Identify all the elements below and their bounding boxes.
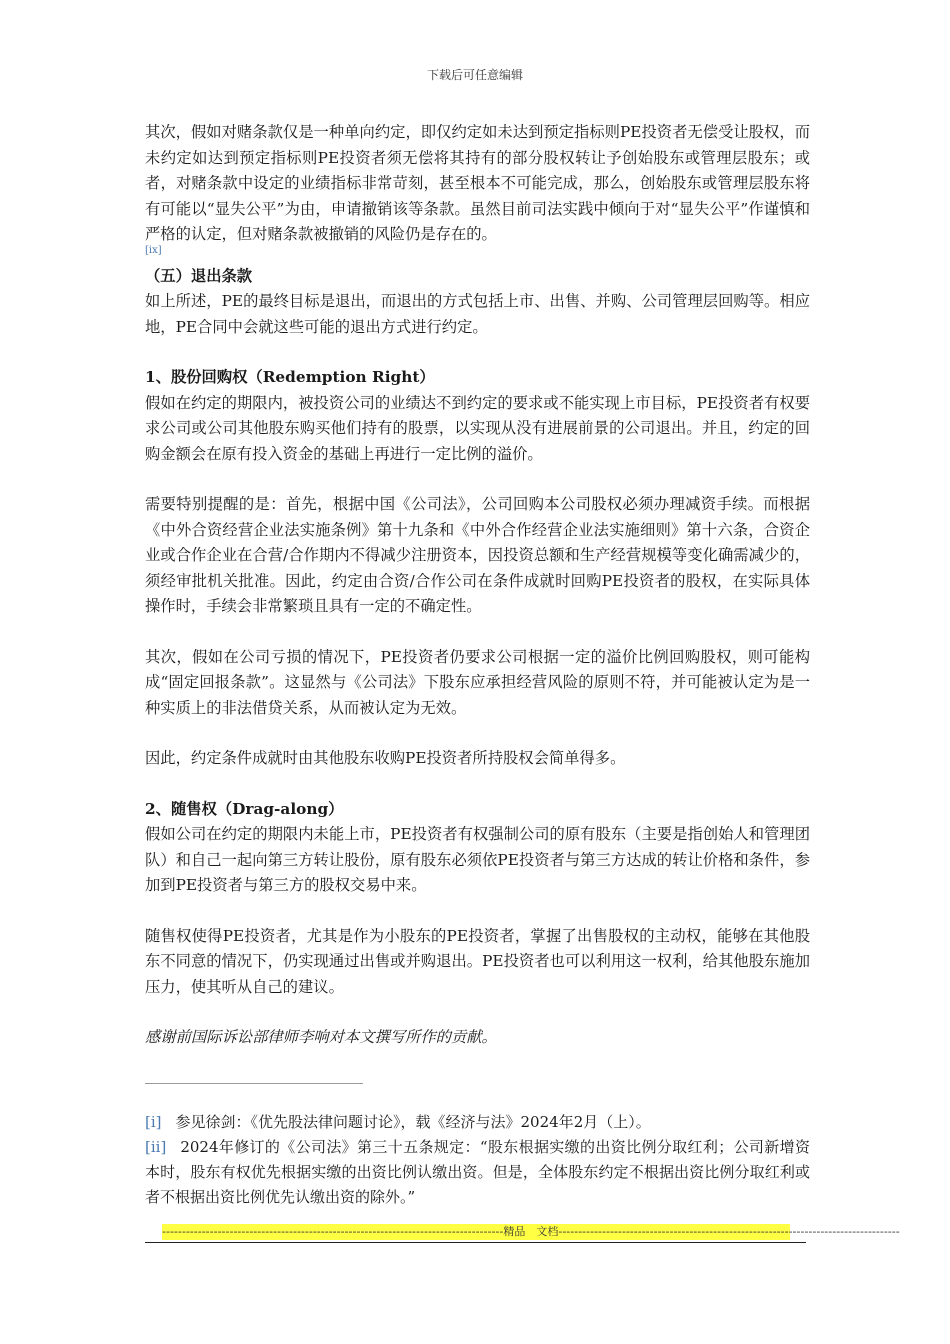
paragraph-exit-intro: 如上所述，PE的最终目标是退出，而退出的方式包括上市、出售、并购、公司管理层回购等。相应地，PE合同中会就这些可能的退出方式进行约定。 bbox=[145, 292, 810, 336]
footnote-divider bbox=[145, 1083, 363, 1084]
paragraph-redemption-note: 需要特别提醒的是：首先，根据中国《公司法》，公司回购本公司股权必须办理减资手续。而根据《中外合资经营企业法实施条例》第十九条和《中外合作经营企业法实施细则》第十六条，合资企业或合作企业在合营/合作期内不得减少注册资本，因投资总额和生产经营规模等变化确需减少的，须经审批机关批准。因此，约定由合资/合作公司在条件成就时回购PE投资者的股权，在实际具体操作时，手续会非常繁琐且具有一定的不确定性。 bbox=[145, 495, 810, 615]
footnote-mark[interactable]: [ii] bbox=[145, 1138, 167, 1156]
footnotes bbox=[145, 1110, 810, 1210]
paragraph-other-shareholders: 因此，约定条件成就时由其他股东收购PE投资者所持股权会简单得多。 bbox=[145, 749, 626, 767]
paragraph-drag-along-effect: 随售权使得PE投资者，尤其是作为小股东的PE投资者，掌握了出售股权的主动权，能够在其他股东不同意的情况下，仍实现通过出售或并购退出。PE投资者也可以利用这一权利，给其他股东施加压力，使其听从自己的建议。 bbox=[145, 926, 810, 996]
paragraph-redemption: 假如在约定的期限内，被投资公司的业绩达不到约定的要求或不能实现上市目标，PE投资者有权要求公司或公司其他股东购买他们持有的股票，以实现从没有进展前景的公司退出。并且，约定的回购金额会在原有投入资金的基础上再进行一定比例的溢价。 bbox=[145, 393, 810, 463]
paragraph-gambling-clause: 其次，假如对赌条款仅是一种单向约定，即仅约定如未达到预定指标则PE投资者无偿受让股权，而未约定如达到预定指标则PE投资者须无偿将其持有的部分股权转让予创始股东或管理层股东；或者，对赌条款中设定的业绩指标非常苛刻，甚至根本不可能完成，那么，创始股东或管理层股东将有可能以“显失公平”为由，申请撤销该等条款。虽然目前司法实践中倾向于对“显失公平”作谨慎和严格的认定，但对赌条款被撤销的风险仍是存在的。 bbox=[145, 123, 810, 243]
paragraph-drag-along: 假如公司在约定的期限内未能上市，PE投资者有权强制公司的原有股东（主要是指创始人和管理团队）和自己一起向第三方转让股份，原有股东必须依PE投资者与第三方达成的转让价格和条件，参加到PE投资者与第三方的股权交易中来。 bbox=[145, 825, 810, 894]
paragraph-fixed-return: 其次，假如在公司亏损的情况下，PE投资者仍要求公司根据一定的溢价比例回购股权，则可能构成“固定回报条款”。这显然与《公司法》下股东应承担经营风险的原则不符，并可能被认定为是一种实质上的非法借贷关系，从而被认定为无效。 bbox=[145, 647, 810, 717]
acknowledgement: 感谢前国际诉讼部律师李响对本文撰写所作的贡献。 bbox=[145, 1028, 497, 1046]
heading-exit-clause: （五）退出条款 bbox=[145, 266, 253, 285]
heading-redemption-right: 1、股份回购权（Redemption Right） bbox=[145, 368, 435, 386]
footnote-reference[interactable]: [ix] bbox=[145, 244, 162, 256]
footnote-text: 参见徐剑：《优先股法律问题讨论》，载《经济与法》2024年2月（上）。 bbox=[175, 1113, 651, 1131]
footer-banner: --------------------------------------------------------------------------------------精品 文档-------------------------------------------------------------------------------------- bbox=[162, 1225, 900, 1238]
footnote-item bbox=[145, 1135, 810, 1210]
footer-rule bbox=[145, 1242, 806, 1243]
footnote-text: 2024年修订的《公司法》第三十五条规定：“股东根据实缴的出资比例分取红利；公司新增资本时，股东有权优先根据实缴的出资比例认缴出资。但是，全体股东约定不根据出资比例分取红利或者不根据出资比例优先认缴出资的除外。” bbox=[145, 1138, 810, 1206]
page-header: 下载后可任意编辑 bbox=[426, 68, 523, 82]
footnote-mark[interactable]: [i] bbox=[145, 1113, 162, 1131]
heading-drag-along: 2、随售权（Drag-along） bbox=[145, 799, 344, 818]
footnote-item bbox=[145, 1110, 810, 1135]
document-body bbox=[145, 120, 810, 1051]
